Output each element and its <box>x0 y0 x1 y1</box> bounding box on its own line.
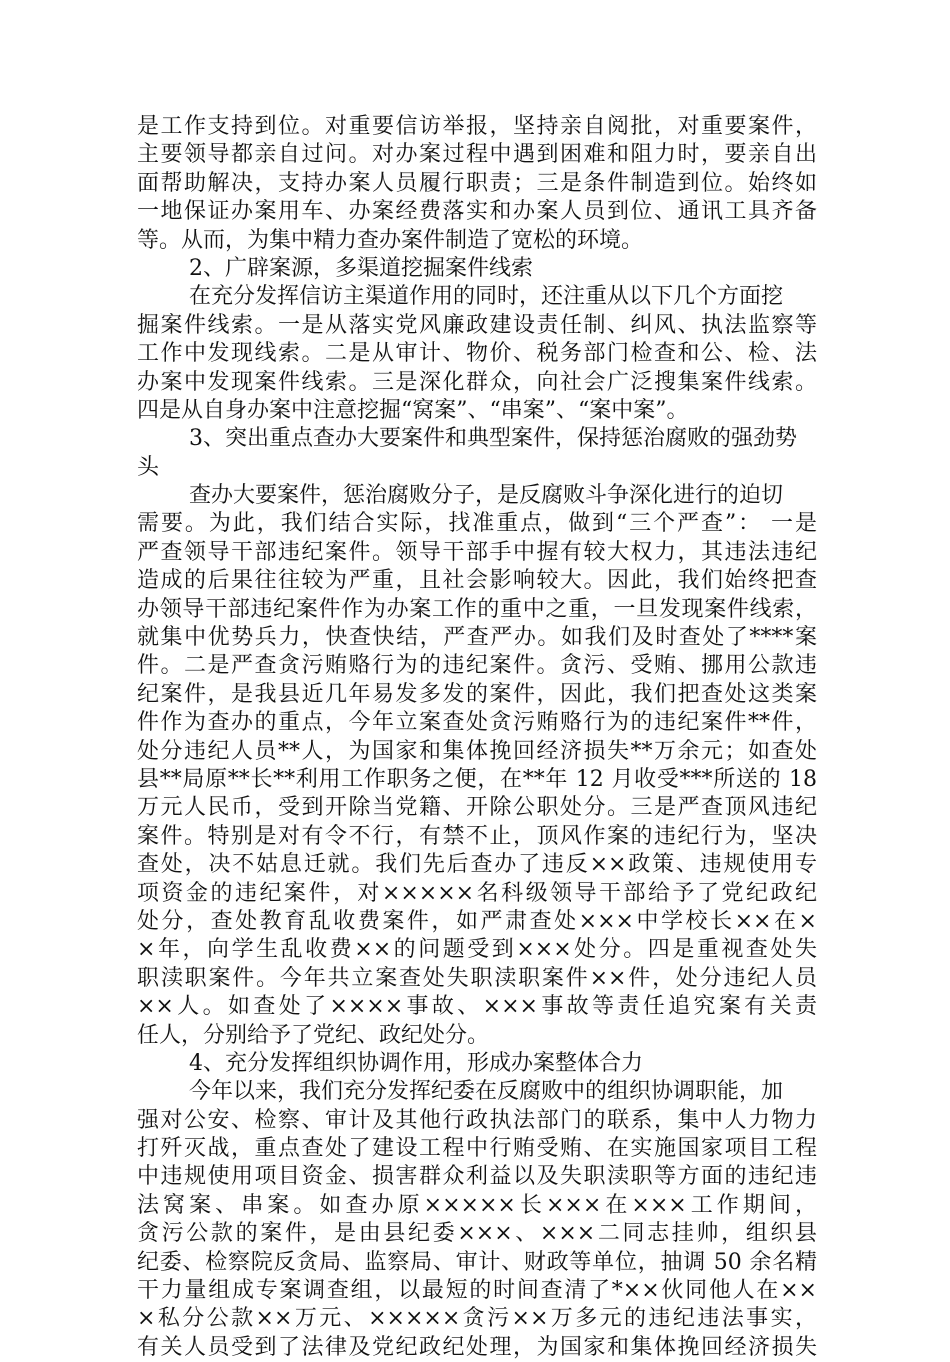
text-line: 办领导干部违纪案件作为办案工作的重中之重，一旦发现案件线索， <box>137 596 817 622</box>
text-line: 一地保证办案用车、办案经费落实和办案人员到位、通讯工具齐备 <box>137 199 817 225</box>
text-line: 中违规使用项目资金、损害群众利益以及失职渎职等方面的违纪违 <box>137 1164 817 1190</box>
paragraph-start: 查办大要案件，惩治腐败分子，是反腐败斗争深化进行的迫切 <box>189 483 784 509</box>
paragraph-start: 今年以来，我们充分发挥纪委在反腐败中的组织协调职能，加 <box>189 1079 784 1105</box>
section-heading-3: 3、突出重点查办大要案件和典型案件，保持惩治腐败的强劲势 <box>189 426 797 452</box>
section-heading-3-continued: 头 <box>137 454 160 480</box>
text-line: 干力量组成专案调查组，以最短的时间查清了*××伙同他人在×× <box>137 1278 817 1304</box>
text-line: 需要。为此，我们结合实际，找准重点，做到“三个严查”： 一是 <box>137 511 817 537</box>
text-line: 造成的后果往往较为严重，且社会影响较大。因此，我们始终把查 <box>137 568 817 594</box>
paragraph-start: 在充分发挥信访主渠道作用的同时，还注重从以下几个方面挖 <box>189 284 784 310</box>
text-line: 等。从而，为集中精力查办案件制造了宽松的环境。 <box>137 227 644 253</box>
text-line: 掘案件线索。一是从落实党风廉政建设责任制、纠风、执法监察等 <box>137 312 817 338</box>
text-line: 处分违纪人员**人，为国家和集体挽回经济损失**万余元；如查处 <box>137 738 817 764</box>
text-line: 面帮助解决，支持办案人员履行职责；三是条件制造到位。始终如 <box>137 170 817 196</box>
text-line: ×私分公款××万元、×××××贪污××万多元的违纪违法事实， <box>137 1306 817 1332</box>
text-line: 有关人员受到了法律及党纪政纪处理，为国家和集体挽回经济损失 <box>137 1334 817 1360</box>
section-heading-2: 2、广辟案源，多渠道挖掘案件线索 <box>189 255 533 281</box>
text-line: 案件。特别是对有令不行，有禁不止，顶风作案的违纪行为，坚决 <box>137 823 817 849</box>
text-line: 强对公安、检察、审计及其他行政执法部门的联系，集中人力物力 <box>137 1107 817 1133</box>
text-line: 打歼灭战，重点查处了建设工程中行贿受贿、在实施国家项目工程 <box>137 1136 817 1162</box>
text-line: 纪委、检察院反贪局、监察局、审计、财政等单位，抽调 50 余名精 <box>137 1249 817 1275</box>
text-line: 是工作支持到位。对重要信访举报，坚持亲自阅批，对重要案件， <box>137 114 817 139</box>
text-line: 主要领导都亲自过问。对办案过程中遇到困难和阻力时，要亲自出 <box>137 142 817 168</box>
text-line: 严查领导干部违纪案件。领导干部手中握有较大权力，其违法违纪 <box>137 539 817 565</box>
text-line: 处分，查处教育乱收费案件，如严肃查处×××中学校长××在× <box>137 908 817 934</box>
text-line: 就集中优势兵力，快查快结，严查严办。如我们及时查处了****案 <box>137 625 817 651</box>
text-line: 职渎职案件。今年共立案查处失职渎职案件××件，处分违纪人员 <box>137 965 817 991</box>
text-line: 项资金的违纪案件，对×××××名科级领导干部给予了党纪政纪 <box>137 880 817 906</box>
document-body <box>137 113 817 1362</box>
text-line: ××人。如查处了××××事故、×××事故等责任追究案有关责 <box>137 994 817 1020</box>
text-line: 查处，决不姑息迁就。我们先后查办了违反××政策、违规使用专 <box>137 852 817 878</box>
text-line: 工作中发现线索。二是从审计、物价、税务部门检查和公、检、法 <box>137 341 817 367</box>
text-line: 办案中发现案件线索。三是深化群众，向社会广泛搜集案件线索。 <box>137 369 817 395</box>
text-line: 件。二是严查贪污贿赂行为的违纪案件。贪污、受贿、挪用公款违 <box>137 653 817 679</box>
section-heading-4: 4、充分发挥组织协调作用，形成办案整体合力 <box>189 1050 643 1076</box>
text-line: 纪案件，是我县近几年易发多发的案件，因此，我们把查处这类案 <box>137 681 817 707</box>
text-line: 县**局原**长**利用工作职务之便，在**年 12 月收受***所送的 18 <box>137 766 817 792</box>
text-line: 任人，分别给予了党纪、政纪处分。 <box>137 1022 490 1048</box>
text-line: 万元人民币，受到开除当党籍、开除公职处分。三是严查顶风违纪 <box>137 795 817 821</box>
text-line: 法窝案、串案。如查办原×××××长×××在×××工作期间， <box>137 1192 817 1218</box>
text-line: 四是从自身办案中注意挖掘“窝案”、“串案”、“案中案”。 <box>137 397 689 423</box>
text-line: ×年，向学生乱收费××的问题受到×××处分。四是重视查处失 <box>137 937 817 963</box>
text-line: 贪污公款的案件，是由县纪委×××、×××二同志挂帅，组织县 <box>137 1221 817 1247</box>
text-line: 件作为查办的重点，今年立案查处贪污贿赂行为的违纪案件**件， <box>137 710 817 736</box>
